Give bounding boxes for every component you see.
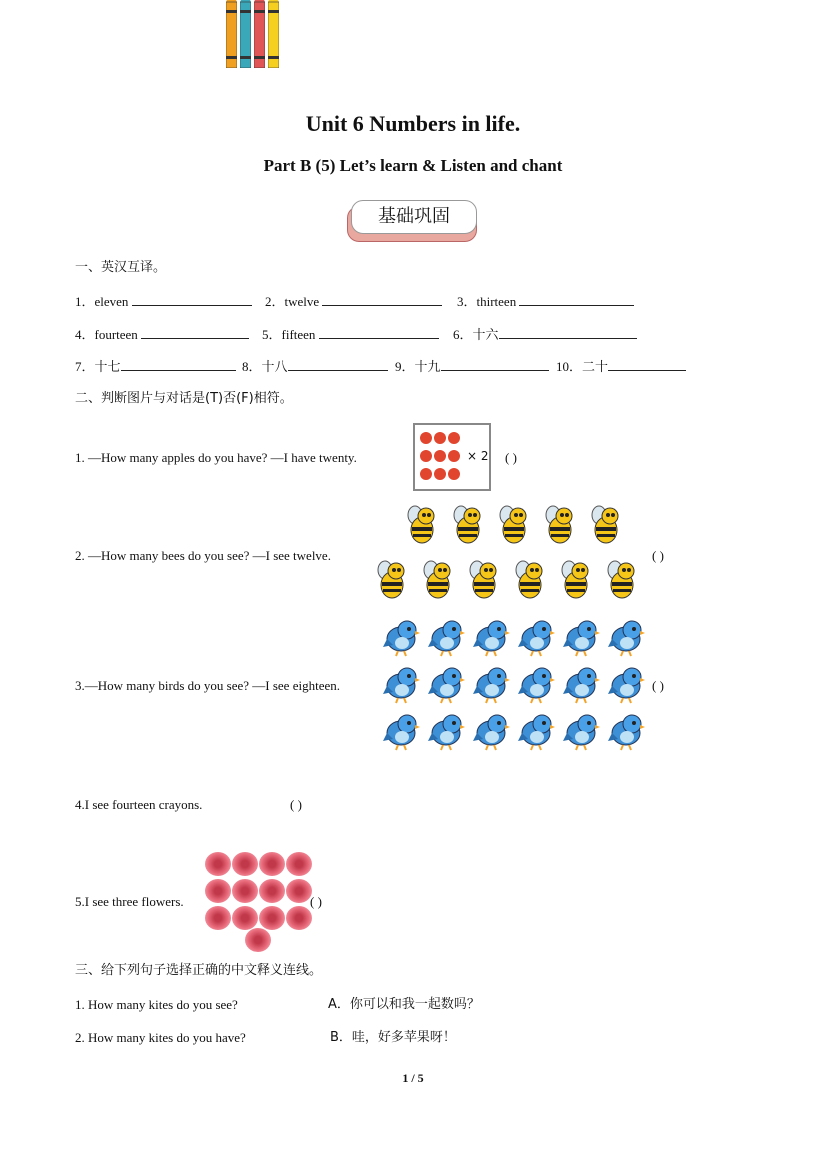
apples-picture	[413, 423, 491, 491]
item-5: 5．fifteen	[262, 326, 439, 343]
crayon-icon	[226, 0, 237, 70]
apple-icon	[448, 468, 460, 480]
item-9: 9．十九	[395, 358, 549, 375]
item-8: 8．十八	[242, 358, 388, 375]
bird-icon	[428, 617, 466, 657]
question-3: 3.—How many birds do you see? —I see eighteen.	[75, 678, 340, 693]
apple-icon	[420, 432, 432, 444]
answer-paren-1[interactable]: ( )	[505, 450, 517, 465]
bee-icon	[543, 505, 577, 545]
flower-icon	[259, 879, 285, 903]
bird-icon	[473, 711, 511, 751]
crayon-icon	[254, 0, 265, 70]
flower-icon	[286, 906, 312, 930]
match-left-1: 1. How many kites do you see?	[75, 997, 238, 1012]
bee-icon	[497, 505, 531, 545]
flower-icon	[259, 852, 285, 876]
crayon-icon	[240, 0, 251, 70]
bird-icon	[563, 617, 601, 657]
bee-icon	[375, 560, 409, 600]
item-1: 1．eleven	[75, 293, 252, 310]
bee-icon	[589, 505, 623, 545]
apple-icon	[448, 432, 460, 444]
flower-icon	[205, 879, 231, 903]
match-left-2: 2. How many kites do you have?	[75, 1030, 246, 1045]
bird-icon	[608, 664, 646, 704]
question-2: 2. —How many bees do you see? —I see twelve.	[75, 548, 331, 563]
flower-icon	[232, 852, 258, 876]
crayon-icon	[268, 0, 279, 70]
flower-icon	[286, 879, 312, 903]
item-10: 10．二十	[556, 358, 686, 375]
bird-icon	[428, 664, 466, 704]
bird-icon	[473, 617, 511, 657]
match-right-a[interactable]: A．你可以和我一起数吗？	[328, 997, 480, 1012]
flower-icon	[232, 906, 258, 930]
bird-icon	[563, 664, 601, 704]
flower-icon	[245, 928, 271, 952]
page-title: Unit 6 Numbers in life.	[305, 111, 521, 136]
answer-paren-3[interactable]: ( )	[652, 678, 664, 693]
bee-icon	[467, 560, 501, 600]
question-5: 5.I see three flowers.	[75, 894, 184, 909]
item-6: 6．十六	[453, 326, 637, 343]
apple-icon	[434, 468, 446, 480]
question-1: 1. —How many apples do you have? —I have twenty.	[75, 450, 357, 465]
answer-paren-4[interactable]: ( )	[290, 797, 302, 812]
item-3: 3．thirteen	[457, 293, 634, 310]
bird-icon	[518, 711, 556, 751]
section-badge	[345, 200, 477, 240]
item-2: 2．twelve	[265, 293, 442, 310]
question-4: 4.I see fourteen crayons.	[75, 797, 203, 812]
apple-icon	[448, 450, 460, 462]
badge-label: 基础巩固	[351, 200, 477, 234]
multiplier-label: × 2	[467, 449, 489, 463]
bird-icon	[608, 617, 646, 657]
page-number: 1 / 5	[402, 1071, 424, 1085]
match-right-b[interactable]: B．哇，好多苹果呀！	[330, 1030, 456, 1045]
section3-heading: 三、给下列句子选择正确的中文释义连线。	[75, 963, 323, 978]
answer-paren-2[interactable]: ( )	[652, 548, 664, 563]
bee-icon	[559, 560, 593, 600]
bird-icon	[383, 664, 421, 704]
apple-icon	[420, 468, 432, 480]
bee-icon	[451, 505, 485, 545]
bird-icon	[608, 711, 646, 751]
flower-icon	[232, 879, 258, 903]
item-4: 4．fourteen	[75, 326, 249, 343]
bird-icon	[518, 664, 556, 704]
apple-icon	[420, 450, 432, 462]
bee-icon	[421, 560, 455, 600]
apple-icon	[434, 450, 446, 462]
section2-heading: 二、判断图片与对话是(T)否(F)相符。	[75, 391, 293, 406]
bee-icon	[513, 560, 547, 600]
flower-icon	[205, 852, 231, 876]
flower-icon	[205, 906, 231, 930]
bee-icon	[605, 560, 639, 600]
page-subtitle: Part B (5) Let’s learn & Listen and chant	[263, 156, 563, 175]
bird-icon	[518, 617, 556, 657]
bird-icon	[473, 664, 511, 704]
answer-paren-5[interactable]: ( )	[310, 894, 322, 909]
bird-icon	[383, 711, 421, 751]
apple-icon	[434, 432, 446, 444]
bird-icon	[563, 711, 601, 751]
item-7: 7．十七	[75, 358, 236, 375]
bird-icon	[428, 711, 466, 751]
flower-icon	[259, 906, 285, 930]
bee-icon	[405, 505, 439, 545]
section1-heading: 一、英汉互译。	[75, 260, 167, 275]
flower-icon	[286, 852, 312, 876]
bird-icon	[383, 617, 421, 657]
